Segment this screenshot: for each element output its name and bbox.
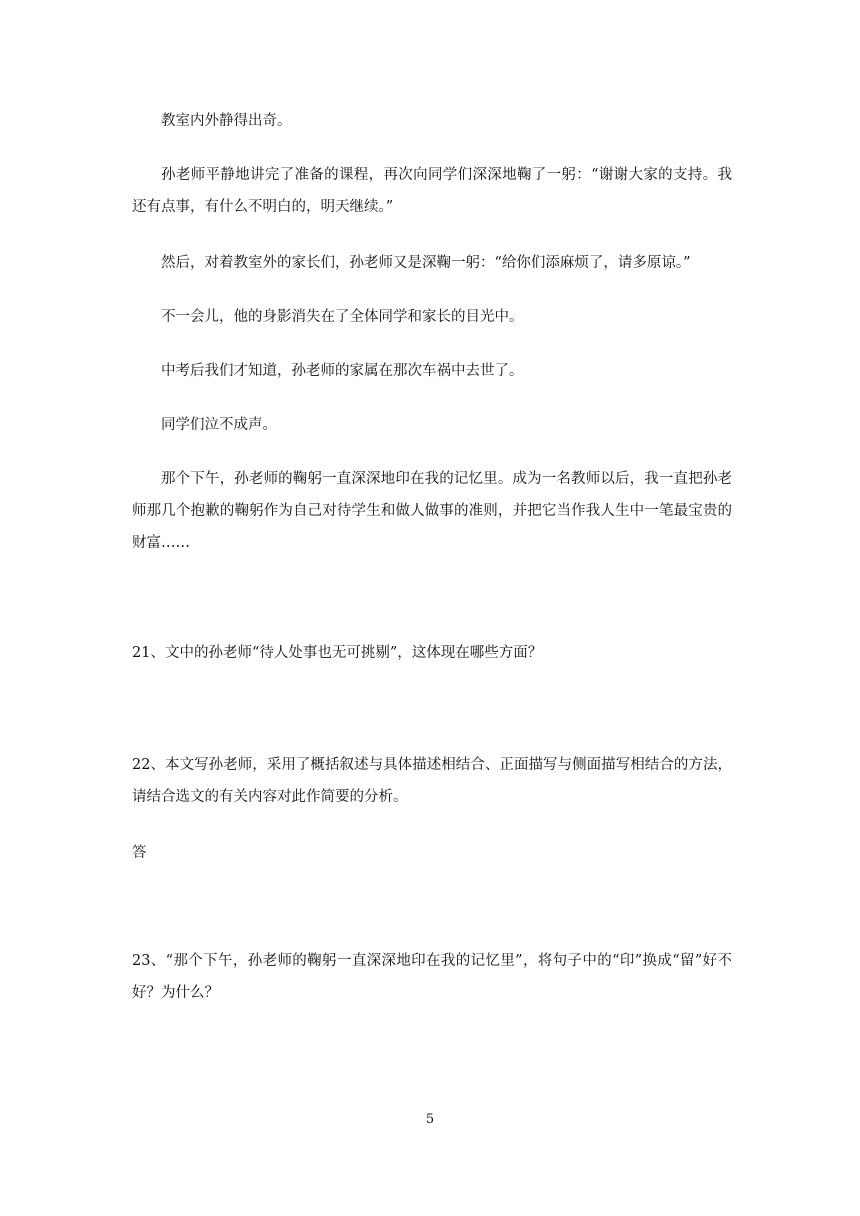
page-number: 5 — [425, 1112, 435, 1127]
question-21: 21、文中的孙老师“待人处事也无可挑剔”，这体现在哪些方面？ — [132, 645, 543, 661]
paragraph-1: 教室内外静得出奇。 — [161, 113, 292, 129]
paragraph-5: 中考后我们才知道，孙老师的家属在那次车祸中去世了。 — [161, 363, 524, 379]
paragraph-2: 孙老师平静地讲完了准备的课程，再次向同学们深深地鞠了一躬：“谢谢大家的支持。我还有点事，有什么不明白的，明天继续。” — [132, 167, 732, 215]
question-22-answer-label: 答 — [132, 845, 147, 861]
paragraph-4: 不一会儿，他的身影消失在了全体同学和家长的目光中。 — [161, 309, 524, 325]
question-23: 23、“那个下午，孙老师的鞠躬一直深深地印在我的记忆里”，将句子中的“印”换成“留”好不好？为什么？ — [132, 953, 732, 1001]
question-22: 22、本文写孙老师，采用了概括叙述与具体描述相结合、正面描写与侧面描写相结合的方法，请结合选文的有关内容对此作简要的分析。 — [132, 757, 732, 805]
paragraph-6: 同学们泣不成声。 — [161, 417, 277, 433]
paragraph-3: 然后，对着教室外的家长们，孙老师又是深鞠一躬：“给你们添麻烦了，请多原谅。” — [161, 255, 691, 271]
paragraph-7: 那个下午，孙老师的鞠躬一直深深地印在我的记忆里。成为一名教师以后，我一直把孙老师那几个抱歉的鞠躬作为自己对待学生和做人做事的准则，并把它当作我人生中一笔最宝贵的财富…… — [132, 471, 732, 551]
